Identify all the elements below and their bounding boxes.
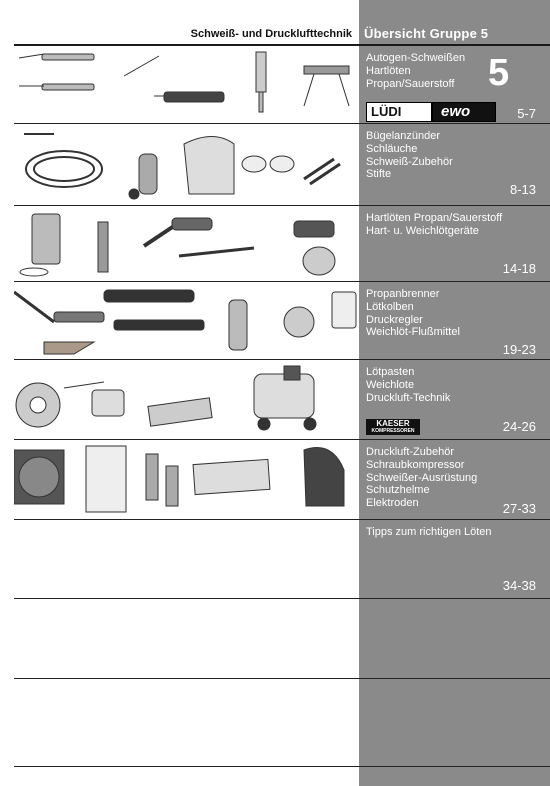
category-item: Druckluft-Zubehör [366,446,455,458]
section-hartloeten[interactable] [14,206,550,282]
category-item: Schläuche [366,142,418,155]
category-list [366,212,546,238]
category-item: Lötkolben [366,300,414,313]
luedi-logo: LÜDI [366,102,432,122]
category-item: Hart- u. Weichlötgeräte [366,224,479,237]
category-item: Hartlöten [366,64,411,77]
category-item: Weichlöt-Flußmittel [366,326,460,339]
accessories-illustrations [14,124,359,206]
category-item: Lötpasten [366,366,415,378]
category-item: Schutzhelme [366,484,430,497]
section-divider [14,766,550,767]
page-range: 8-13 [509,182,536,197]
page-range: 34-38 [502,578,536,593]
category-list [366,366,546,404]
ewo-logo: ewo [432,102,496,122]
page-range: 27-33 [502,501,536,516]
section-druckluft[interactable] [14,440,550,520]
product-photos [14,46,359,124]
category-item: Weichlote [366,378,415,391]
category-item: Hartlöten Propan/Sauerstoff [366,212,503,224]
propane-illustrations [14,282,359,360]
section-zubehoer[interactable] [14,124,550,206]
section-propanbrenner[interactable] [14,282,550,360]
category-list [366,52,546,90]
brazing-illustrations [14,206,359,282]
section-loetpasten[interactable] [14,360,550,440]
category-item: Bügelanzünder [366,130,441,142]
category-list [366,130,546,181]
category-item: Stifte [366,168,392,181]
product-photos [14,282,359,360]
product-photos [14,124,359,206]
catalog-section-title: Schweiß- und Drucklufttechnik [190,28,352,40]
empty-section [14,679,550,767]
page-range: 5-7 [517,106,536,121]
group-overview-title: Übersicht Gruppe 5 [364,26,489,41]
product-photos [14,440,359,520]
page-range: 14-18 [502,261,536,276]
category-item: Propanbrenner [366,288,440,300]
product-photos [14,206,359,282]
section-tipps[interactable] [14,520,550,599]
category-item: Druckluft-Technik [366,391,451,404]
solder-illustrations [14,360,359,440]
category-list [366,288,546,339]
category-item: Druckregler [366,313,423,326]
kaeser-logo: KAESER KOMPRESSOREN [366,419,420,435]
welding-torch-illustrations [14,46,359,124]
page-range: 24-26 [502,419,536,434]
category-list [366,526,546,539]
category-item: Schweißer-Ausrüstung [366,471,478,484]
product-photos [14,360,359,440]
category-item: Autogen-Schweißen [366,52,466,64]
category-item: Propan/Sauerstoff [366,77,455,90]
page-range: 19-23 [502,342,536,357]
group-number: 5 [488,52,510,94]
category-item: Schraubkompressor [366,458,465,471]
category-item: Schweiß-Zubehör [366,155,453,168]
compressed-air-illustrations [14,440,359,520]
category-item: Tipps zum richtigen Löten [366,526,492,538]
section-autogen[interactable] [14,46,550,124]
category-item: Elektroden [366,497,419,510]
empty-section [14,599,550,679]
